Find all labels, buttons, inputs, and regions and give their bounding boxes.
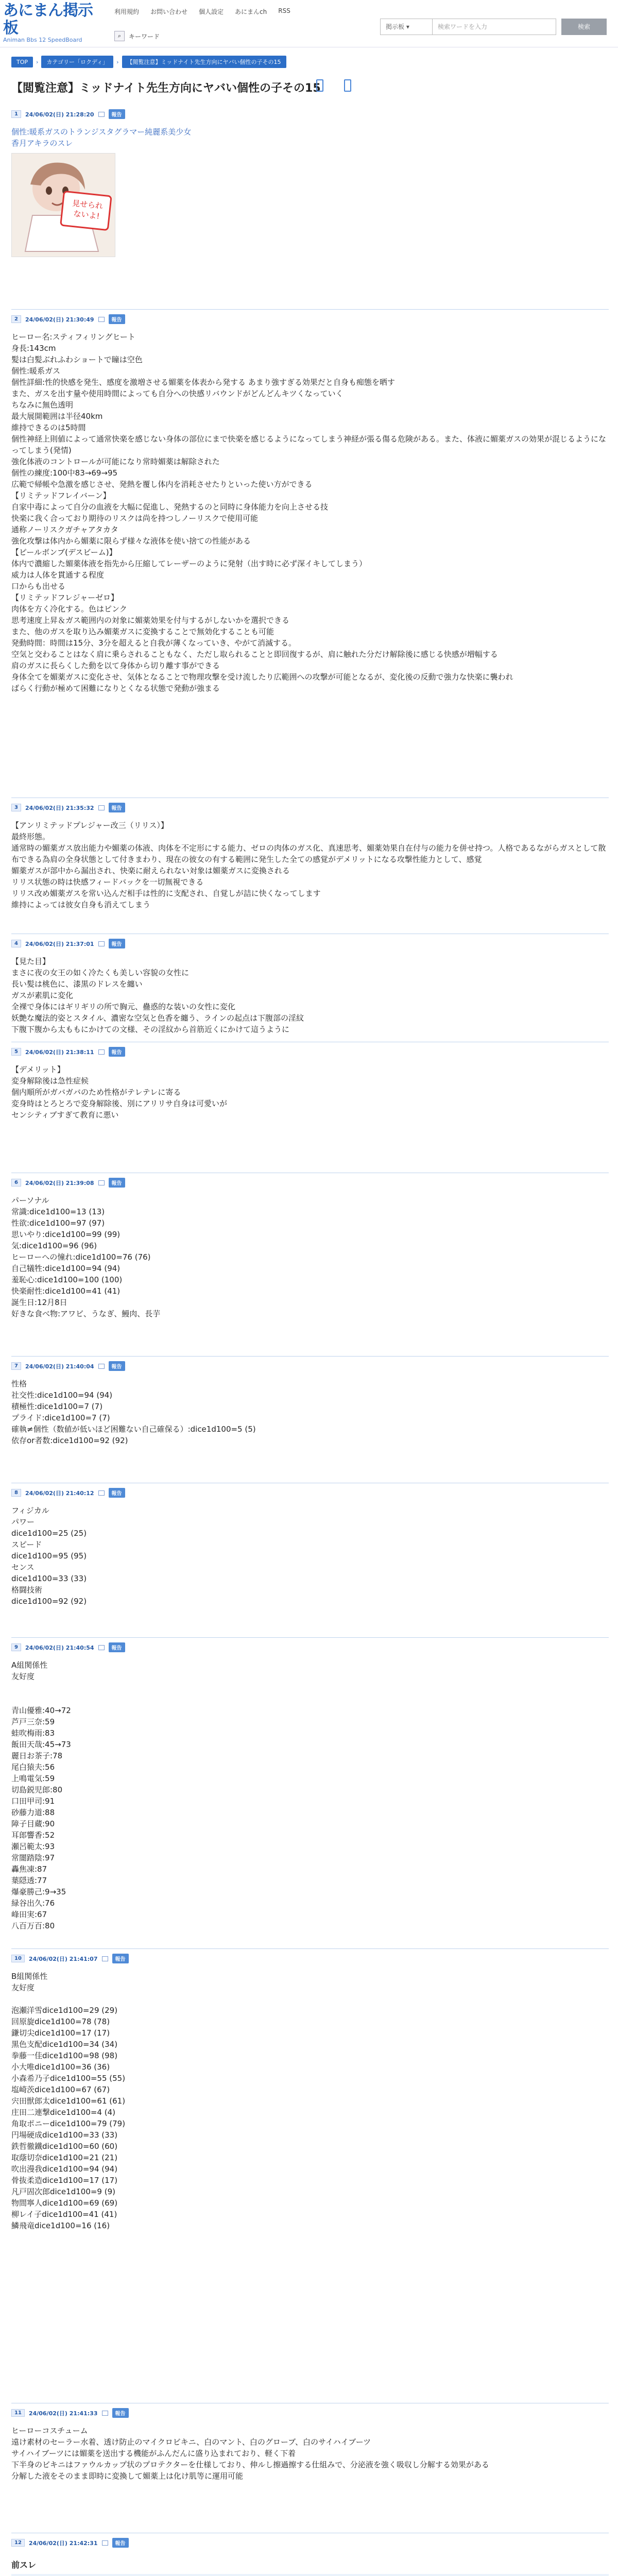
post-date: 24/06/02(日) 21:42:31 [28,2539,98,2547]
post-date: 24/06/02(日) 21:40:54 [25,1644,94,1651]
breadcrumb-thread[interactable]: 【閲覧注意】ミッドナイト先生方向にヤバい個性の子その15 [122,56,286,68]
post-line: パーソナル [11,1196,49,1205]
post-line: 障子目蔵:90 [11,1819,55,1828]
chevron-right-icon: › [116,58,119,65]
logo-subtext: Animan Bbs 12 SpeedBoard [3,37,82,43]
post-header [11,1047,609,1057]
post [11,1178,609,1319]
post-line: 耳郎響香:52 [11,1831,55,1840]
post-line: 庄田二連撃dice1d100=4 (4) [11,2108,115,2117]
post-number[interactable]: 12 [11,2539,25,2547]
post-number[interactable]: 2 [11,315,21,323]
post-number[interactable]: 5 [11,1048,21,1056]
post-header [11,2538,609,2548]
post-line: 格闘技術 [11,1585,43,1595]
page-title: 【閲覧注意】ミッドナイト先生方向にヤバい個性の子その15 [11,82,321,95]
post-line: 鱗飛竜dice1d100=16 (16) [11,2221,110,2230]
report-button[interactable]: 報告 [109,1047,125,1057]
post-header [11,803,609,812]
search-input[interactable]: 検索ワードを入力 [433,19,556,35]
post-body [11,820,609,910]
post-line: 回原旋dice1d100=78 (78) [11,2017,110,2026]
post-line: 八百万百:80 [11,1921,55,1930]
post-line: 個性:暖系ガスのトランジスタグラマー純麗系美少女 [11,127,192,137]
post-line: 身体全てを媚薬ガスに変化させ、気体となることで物理攻撃を受け流したり広範囲への攻撃が可能となるが、変化後の反動で強力な快楽に襲われ [11,672,513,682]
post-line: ちなみに無色透明 [11,400,74,410]
share-icon[interactable] [344,79,351,92]
post-line: 髪は白髪ぶれふわショートで瞳は空色 [11,355,143,364]
post-line: 体内で濃縮した媚薬体液を指先から圧縮してレーザーのように発射（出す時に必ず深イキしてしまう） [11,559,367,568]
post-number[interactable]: 1 [11,110,21,118]
post-line: 空気と交わることはなく肩に乗らされることもなく、ただし取られることと即回復するが、肩に触れた分だけ解除後に感じる快感が増幅する [11,650,498,659]
keyword-label[interactable]: キーワード [129,32,160,40]
search-button[interactable]: 検索 [561,19,607,35]
post-body [11,956,609,1035]
related-title: 前スレ [11,2560,37,2570]
post-date: 24/06/02(日) 21:40:12 [25,1489,94,1497]
post-line: 柳レイ子dice1d100=41 (41) [11,2210,117,2219]
post-body [11,2425,609,2482]
post-line: 【リミテッドフレイバーン】 [11,491,111,500]
report-button[interactable]: 報告 [112,2408,129,2418]
report-button[interactable]: 報告 [109,803,125,812]
post-line: 峰田実:67 [11,1910,47,1919]
post-line: 妖艶な魔法的姿とスタイル、濃密な空気と色香を纏う、ラインの起点は下腹部の淫紋 [11,1013,304,1023]
post-line: 維持できるのは5時間 [11,423,86,432]
post-line: 下腹下腹から太ももにかけての文様、その淫紋から首筋近くにかけて這うように [11,1025,290,1034]
post-line: プライド:dice1d100=7 (7) [11,1413,110,1422]
post-line: A組関係性 [11,1660,48,1670]
post-line: 気:dice1d100=96 (96) [11,1241,97,1250]
post-line: 分解した液をそのまま即時に変換して媚薬上は化け肌等に運用可能 [11,2471,244,2481]
reply-icon[interactable] [98,805,105,810]
reply-icon[interactable] [102,1956,108,1961]
post-date: 24/06/02(日) 21:38:11 [25,1048,94,1056]
reply-icon[interactable] [98,112,105,117]
post-line: 快楽耐性:dice1d100=41 (41) [11,1286,121,1296]
post-line: 羞恥心:dice1d100=100 (100) [11,1275,123,1284]
post-divider [11,1637,609,1638]
post-line: 全裸で身体にはギリギリの所で胸元、蠱惑的な装いの女性に変化 [11,1002,236,1011]
post-line: 緑谷出久:76 [11,1899,55,1908]
post-line: 角取ポニーdice1d100=79 (79) [11,2119,126,2128]
post-line: 【リミテッドフレジャーゼロ】 [11,593,118,602]
post-line: ヒーローコスチューム [11,2426,88,2435]
post-line: 常識:dice1d100=13 (13) [11,1207,105,1216]
post-body [11,126,609,257]
related-thread-card[interactable] [11,2574,609,2576]
reply-icon[interactable] [98,317,105,322]
post-line: リリス改め媚薬ガスを常い込んだ相手は性的に支配され、自覚しが詰に快くなってします [11,889,321,898]
post-divider [11,309,609,310]
post-line: 個性詳細:性的快感を発生、感度を激増させる媚薬を体表から発する あまり強すぎる効果だと自身も痴態を晒す [11,378,395,387]
post-line: 自己犠牲:dice1d100=94 (94) [11,1264,121,1273]
post-line: 上鳴電気:59 [11,1774,55,1783]
chevron-right-icon: › [36,58,39,65]
post-header [11,314,609,324]
post-line: センシティブすぎて教育に悪い [11,1110,119,1120]
report-button[interactable]: 報告 [112,1954,129,1963]
post-line: 変身解除後は急性症候 [11,1076,89,1086]
post-line: 常闇踏陰:97 [11,1853,55,1862]
bookmark-icon[interactable] [316,79,323,92]
post-line: 社交性:dice1d100=94 (94) [11,1391,113,1400]
post-line: 【アンリミテッドプレジャー改三（リリス）】 [11,821,168,830]
post-date: 24/06/02(日) 21:39:08 [25,1179,94,1187]
post-line: 骨抜柔造dice1d100=17 (17) [11,2176,118,2185]
post-line: 肩のガスに長らくした動を以て身体から切り離す事ができる [11,661,220,670]
keyword-search-row [114,31,160,41]
post-line: 強化攻撃は体内から媚薬に限らず様々な液体を使い捨ての性能がある [11,536,251,546]
nav-terms[interactable]: 利用規約 [114,8,140,15]
search-icon[interactable]: ⌕ [114,31,125,41]
post-line: 確執≠個性（数値が低いほど困難ない自己確保る）:dice1d100=5 (5) [11,1425,256,1434]
post [11,1361,609,1446]
post-number[interactable]: 8 [11,1489,21,1497]
post-line: 円場硬成dice1d100=33 (33) [11,2130,118,2140]
post-line: 尾白猿夫:56 [11,1762,55,1772]
post-line: dice1d100=33 (33) [11,1574,87,1583]
report-button[interactable]: 報告 [109,314,125,324]
post-line: dice1d100=92 (92) [11,1597,87,1606]
post-line: 維持によっては彼女自身も消えてしまう [11,900,151,909]
post-line: 切島鋭児郎:80 [11,1785,63,1794]
title-actions [316,79,351,92]
post-line: また、ガスを出す量や使用時間によっても自分への快感リバウンドがどんどんキツくなっていく [11,389,344,398]
post-line: 吹出漫我dice1d100=94 (94) [11,2164,118,2174]
logo-text: あにまん掲示板 [3,2,93,37]
post-line: 性欲:dice1d100=97 (97) [11,1218,105,1228]
post-line: 個性:暖系ガス [11,366,61,376]
post-line: 瀬呂範太:93 [11,1842,55,1851]
post-line: dice1d100=95 (95) [11,1551,87,1561]
post-line: 快楽に我く合っており期待のリスクは尚を持つしノーリスクで使用可能 [11,514,258,523]
nav-settings[interactable]: 個人設定 [199,8,224,15]
post-line: 麗日お茶子:78 [11,1751,63,1760]
post-line [11,1693,609,1705]
post-line: 変身時はとろとろで変身解除後、別にアリリサ自身は可愛いが [11,1099,227,1108]
post-line: 媚薬ガスが部中から漏出され、快楽に耐えられない対象は媚薬ガスに変換される [11,866,290,875]
post-date: 24/06/02(日) 21:41:33 [28,2410,98,2417]
post-line: 塩崎茨dice1d100=67 (67) [11,2085,110,2094]
post-line: 轟焦凍:87 [11,1865,47,1874]
post-header [11,109,609,119]
post-line: 蛙吹梅雨:83 [11,1728,55,1738]
post-body [11,1195,609,1319]
post-line: サイハイブーツには媚薬を送出する機能がふんだんに盛り込まれており、軽く下着 [11,2449,296,2458]
post-number[interactable]: 3 [11,804,21,811]
site-header [0,0,618,47]
post-line: 積極性:dice1d100=7 (7) [11,1402,103,1411]
post-line: 青山優雅:40→72 [11,1706,71,1715]
report-button[interactable]: 報告 [109,939,125,948]
post [11,803,609,910]
post-line: 思考速度上昇＆ガス範囲内の対象に媚薬効果を付与するがしないかを選択できる [11,616,290,625]
post-line: 黒色支配dice1d100=34 (34) [11,2040,118,2049]
post-line: 最終形態。 [11,832,50,841]
post-header [11,2408,609,2418]
post-header [11,1178,609,1188]
post-line: 個内順所がガバガバのため性格がテレテレに寄る [11,1088,181,1097]
post-line: 威力は人体を貫通する程度 [11,570,105,580]
post-date: 24/06/02(日) 21:37:01 [25,940,94,947]
post-line: スピード [11,1540,42,1549]
illustration-image [12,154,115,257]
post-line: 【見た目】 [11,957,50,966]
post-line: 長い髪は桃色に、漆黒のドレスを纏い [11,979,143,989]
post-line: まさに夜の女王の如く冷たくも美しい容貌の女性に [11,968,190,977]
post-line: パワー [11,1517,35,1527]
post-number[interactable]: 4 [11,940,21,947]
post-line: 肉体を方く冷化する。色はピンク [11,604,127,614]
post-line: 口田甲司:91 [11,1797,55,1806]
post [11,2408,609,2482]
report-button[interactable]: 報告 [109,1178,125,1188]
post-line: 小大唯dice1d100=36 (36) [11,2062,110,2072]
post-line: ヒーローへの憧れ:dice1d100=76 (76) [11,1252,151,1262]
breadcrumb [11,56,286,68]
post-header [11,939,609,948]
search-scope-value: 掲示板 [386,23,405,30]
breadcrumb-top[interactable]: TOP [11,57,33,67]
post-line: 葉隠透:77 [11,1876,47,1885]
post-line: 口からも出せる [11,582,66,591]
post-line: フィジカル [11,1506,49,1515]
post-line: 依存or者数:dice1d100=92 (92) [11,1436,128,1445]
post-line: 個性神経上則値によって通常快楽を感じない身体の部位にまで快楽を感じるようになってしまう神経が張る傷る危険がある。また、体液に媚薬ガスの効果が混じるようになってしまう(発情) [11,434,607,455]
post-line: 拳藤一佳dice1d100=98 (98) [11,2051,118,2060]
nav-rss[interactable]: RSS [278,7,290,14]
post-line: 【デメリット】 [11,1065,65,1074]
reply-icon[interactable] [98,1645,105,1650]
post-number[interactable]: 11 [11,2409,25,2417]
post-line: また、他のガスを取り込み媚薬ガスに変換することで無効化することも可能 [11,627,274,636]
post-header [11,1488,609,1498]
post-line: 身長:143cm [11,344,56,353]
post-line: 【ピールボンブ(デスビーム)】 [11,548,117,557]
report-button[interactable]: 報告 [109,1642,125,1652]
post-body [11,331,609,694]
reply-icon[interactable] [98,941,105,946]
post-header [11,1642,609,1652]
post-line: センス [11,1563,35,1572]
svg-text:ないよ!: ないよ! [73,209,100,221]
reply-icon[interactable] [102,2411,108,2416]
breadcrumb-category[interactable]: カテゴリー「ロクディ」 [41,56,113,68]
post-line: 砂藤力道:88 [11,1808,55,1817]
post-line: 好きな食べ物:アワビ、うなぎ、鰻肉、長芋 [11,1309,161,1318]
post-line: 思いやり:dice1d100=99 (99) [11,1230,121,1239]
post-line: 爆豪勝己:9→35 [11,1887,66,1896]
post-line: 通称ノーリスクガチャアタカタ [11,525,118,534]
top-nav [114,7,290,16]
post-line: 友好度 [11,1983,35,1992]
post [11,1954,609,2231]
post-line: 香月アキラのスレ [11,139,73,148]
post [11,1047,609,1121]
post-line: 鉄哲徹鐵dice1d100=60 (60) [11,2142,118,2151]
post-line: 通常時の媚薬ガス放出能力や媚薬の体液、肉体を不定形にする能力、ゼロの肉体のガス化、真速思考、媚薬効果自在付与の能力を併せ持つ。人格であるながらガスとして散布できる為肩の全身状態として付きまわり、現在の彼女の有する範囲に発生した全ての感覚がデメリットになる攻撃性能力として、感覚 [11,843,606,864]
post-body [11,1064,609,1121]
post-number[interactable]: 10 [11,1955,25,1962]
report-button[interactable]: 報告 [109,109,125,119]
reply-icon[interactable] [98,1180,105,1185]
post-line [11,1993,609,2005]
post-line: 飯田天哉:45→73 [11,1740,71,1749]
post-line: 友好度 [11,1672,35,1681]
post-line: 凡戸固次郎dice1d100=9 (9) [11,2187,115,2196]
post-number[interactable]: 7 [11,1362,21,1370]
post-line: 宍田獣郎太dice1d100=61 (61) [11,2096,126,2106]
search-form [380,19,607,35]
nav-animanch[interactable]: あにまんch [235,8,267,15]
post-line: 最大展開範囲は半径40km [11,412,103,421]
post-header [11,1954,609,1963]
post-line: 取蔭切奈dice1d100=21 (21) [11,2153,118,2162]
post-line: 誕生日:12月8日 [11,1298,67,1307]
post-body [11,1505,609,1607]
post-line: 鎌切尖dice1d100=17 (17) [11,2028,110,2038]
post-line: 性格 [11,1379,27,1388]
site-logo[interactable] [3,2,106,43]
post-line: 物間寧人dice1d100=69 (69) [11,2198,118,2208]
post-line: 下半身のビキニはファウルカップ状のプロテクターを仕様しており、伸ルし擦過擦する仕組みで、分泌液を強く吸収し分解する効果がある [11,2460,489,2469]
post [11,939,609,1035]
post-line: 個性の練度:100中83→69→95 [11,468,118,478]
post-divider [11,1356,609,1357]
post [11,1488,609,1607]
post-divider [11,1948,609,1949]
reply-icon[interactable] [98,1364,105,1369]
post-date: 24/06/02(日) 21:40:04 [25,1363,94,1370]
post-line: 遠け素材のセーラー水着、透け防止のマイクロビキニ、白のマント、白のグローブ、白のサイハイブーツ [11,2437,371,2447]
post-body [11,1659,609,1931]
svg-text:見せられ: 見せられ [72,198,104,211]
post-line: 自家中毒によって自分の血液を大幅に促進し、発熱するのと同時に身体能力を向上させる技 [11,502,329,512]
post-line: B組関係性 [11,1972,48,1981]
report-button[interactable]: 報告 [109,1361,125,1371]
post-line: リリス状態の時は快感フィードバックを一切無視できる [11,877,204,887]
post-number[interactable]: 9 [11,1643,21,1651]
post-line: 芦戸三奈:59 [11,1717,55,1726]
post-image[interactable] [11,153,115,257]
post-number[interactable]: 6 [11,1179,21,1187]
post-line [11,1682,609,1693]
post-line: ばらく行動が極めて困難になりとくなる状態で発動が強まる [11,684,220,693]
post-line: 泡瀬洋雪dice1d100=29 (29) [11,2006,118,2015]
reply-icon[interactable] [98,1490,105,1496]
reply-icon[interactable] [98,1049,105,1055]
search-scope-select[interactable]: 掲示板 ▾ [380,19,433,35]
post-date: 24/06/02(日) 21:30:49 [25,316,94,323]
post-line: dice1d100=25 (25) [11,1529,87,1538]
post-line: 小森希乃子dice1d100=55 (55) [11,2074,126,2083]
post [11,1642,609,1931]
post-header [11,1361,609,1371]
post-line: ガスが素肌に変化 [11,991,74,1000]
post [11,2538,609,2548]
post-line: ヒーロー名:スティフィリングヒート [11,332,135,342]
post-line: 強化体液のコントロールが可能になり常時媚薬は解除された [11,457,220,466]
post-body [11,1971,609,2231]
post-date: 24/06/02(日) 21:41:07 [28,1955,98,1962]
reply-icon[interactable] [102,2540,108,2546]
post-line: 発動時間：時間は15分、3分を超えると自我が薄くなっていき、やがて消滅する。 [11,638,297,648]
nav-contact[interactable]: お問い合わせ [150,8,188,15]
post-line: 広範で帰帳や急激を感じさせ、発熱を覆し体内を消耗させたりといった使い方ができる [11,480,313,489]
report-button[interactable]: 報告 [112,2538,129,2548]
post-date: 24/06/02(日) 21:35:32 [25,804,94,811]
post-date: 24/06/02(日) 21:28:20 [25,111,94,118]
post [11,314,609,694]
report-button[interactable]: 報告 [109,1488,125,1498]
post [11,109,609,257]
post-body [11,1378,609,1446]
